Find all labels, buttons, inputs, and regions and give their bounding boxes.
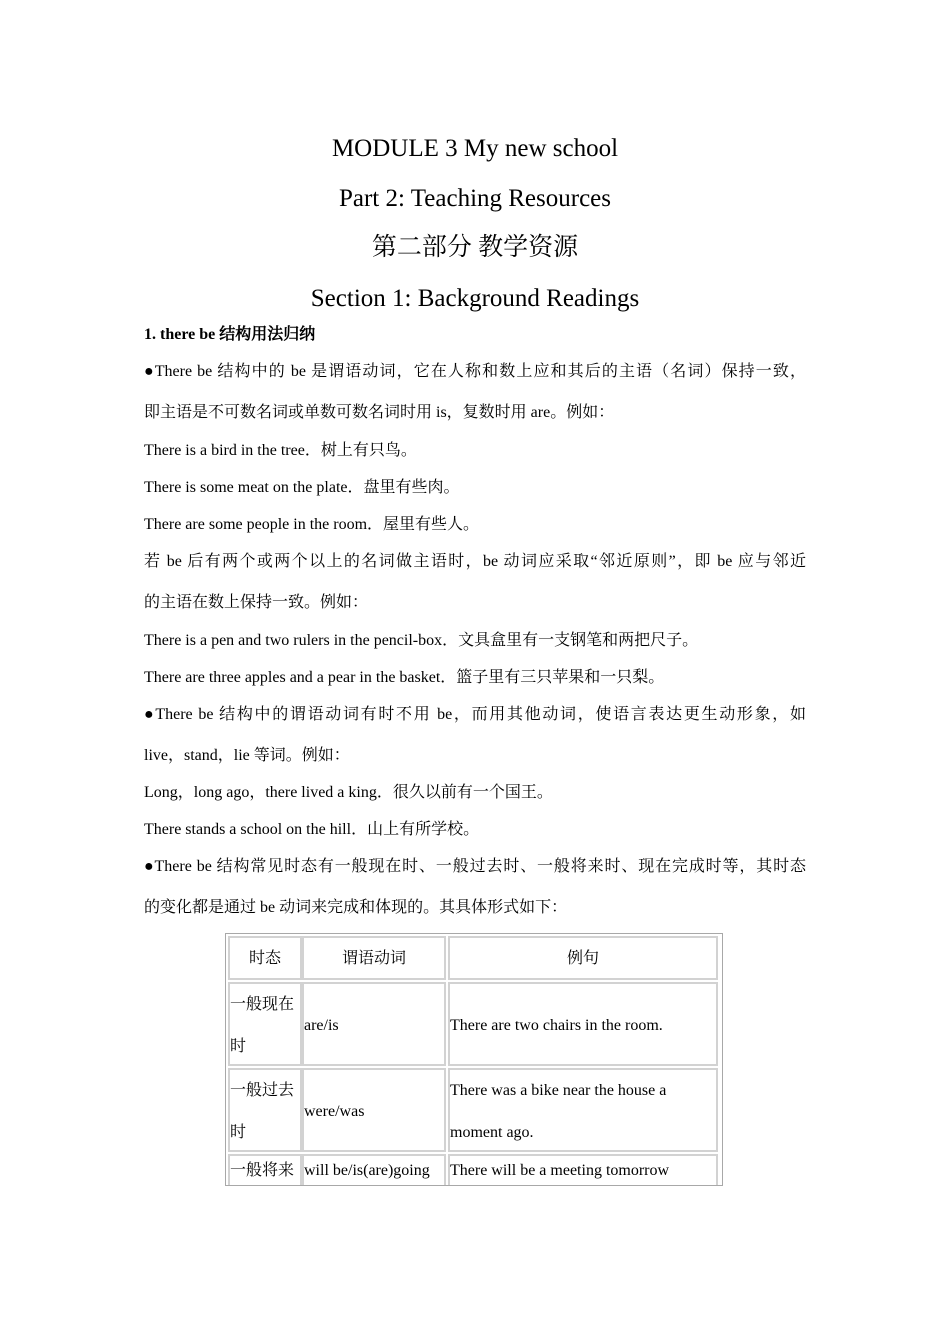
table-cell-tense: 一般过去 时 [228, 1068, 302, 1152]
tense-table [225, 933, 723, 1186]
example-sentence: There stands a school on the hill．山上有所学校。 [144, 821, 480, 838]
table-cell-verb: are/is [302, 982, 446, 1066]
part-title: Part 2: Teaching Resources [338, 185, 612, 212]
part-title-chinese: 第二部分 教学资源 [371, 234, 579, 261]
example-sentence: There are some people in the room．屋里有些人。 [144, 516, 480, 533]
example-sentence: There is a pen and two rulers in the pencil-box．文具盒里有一支钢笔和两把尺子。 [144, 632, 699, 649]
paragraph-line: 即主语是不可数名词或单数可数名词时用 is，复数时用 are。例如： [144, 404, 615, 421]
table-cell-example: There was a bike near the house a moment ago. [448, 1068, 718, 1152]
table-cell-verb: will be/is(are)going [302, 1154, 446, 1186]
paragraph-line: ●There be 结构中的 be 是谓语动词，它在人称和数上应和其后的主语（名词）保持一致， [144, 363, 806, 380]
table-cell-tense: 一般将来 [228, 1154, 302, 1186]
subsection-heading: 1. there be 结构用法归纳 [144, 326, 316, 343]
paragraph-line: live，stand，lie 等词。例如： [144, 747, 350, 764]
example-sentence: There is a bird in the tree．树上有只鸟。 [144, 442, 417, 459]
table-header-cell: 例句 [448, 936, 718, 980]
table-header-cell: 谓语动词 [302, 936, 446, 980]
table-cell-example: There are two chairs in the room. [448, 982, 718, 1066]
paragraph-line: 的主语在数上保持一致。例如： [144, 594, 369, 611]
paragraph-line: 若 be 后有两个或两个以上的名词做主语时，be 动词应采取“邻近原则”，即 be 应与邻近 [144, 553, 806, 570]
paragraph-line: ●There be 结构中的谓语动词有时不用 be，而用其他动词，使语言表达更生动形象，如 [144, 706, 806, 723]
example-sentence: There are three apples and a pear in the basket．篮子里有三只苹果和一只梨。 [144, 669, 665, 686]
table-cell-tense: 一般现在 时 [228, 982, 302, 1066]
table-cell-example: There will be a meeting tomorrow [448, 1154, 718, 1186]
paragraph-line: 的变化都是通过 be 动词来完成和体现的。其具体形式如下： [144, 899, 568, 916]
table-cell-verb: were/was [302, 1068, 446, 1152]
paragraph-line: ●There be 结构常见时态有一般现在时、一般过去时、一般将来时、现在完成时等，其时态 [144, 858, 806, 875]
example-sentence: Long，long ago，there lived a king．很久以前有一个国王。 [144, 784, 553, 801]
example-sentence: There is some meat on the plate．盘里有些肉。 [144, 479, 460, 496]
section-title: Section 1: Background Readings [310, 285, 640, 312]
table-header-cell: 时态 [228, 936, 302, 980]
module-title: MODULE 3 My new school [331, 135, 619, 162]
